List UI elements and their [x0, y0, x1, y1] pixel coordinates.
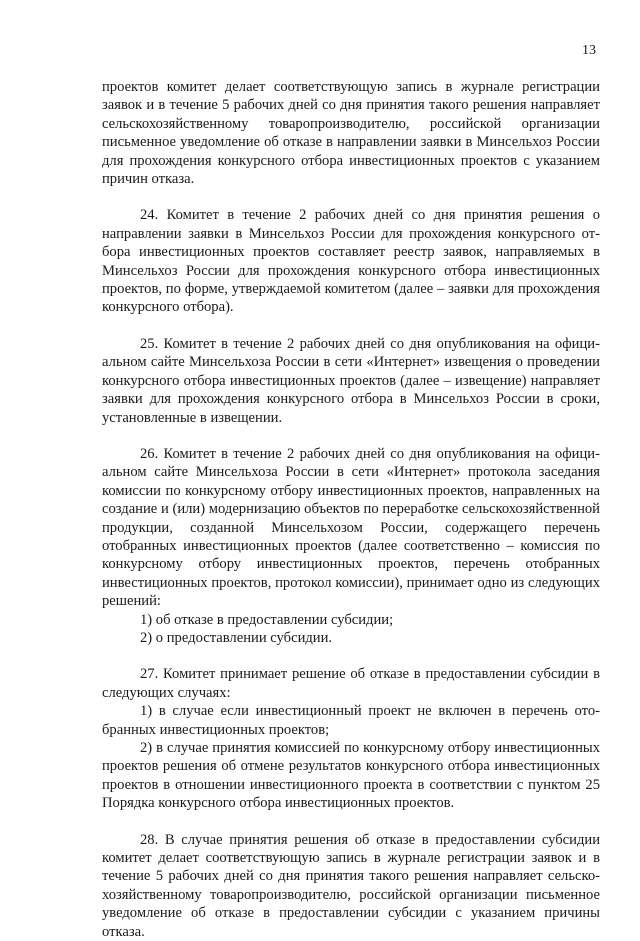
list-item: 2) в случае принятия комиссией по конкурсному отбору инвестиционных проектов решения об отмене результатов конкурсного отбора инвестиционных проектов в отношении инвестиционного проекта в соответствии с пунктом 25 Порядка конкурсного отбора инвестиционных проектов. [102, 740, 600, 812]
paragraph: 24. Комитет в течение 2 рабочих дней со дня принятия решения о направлении заявки в Минсельхоз России для прохождения конкурсного отбора инвестиционных проектов составляет реестр заявок, направляемых в Минсельхоз России для прохождения конкурсного отбора инвестиционных проектов, по форме, утверждаемой комитетом (далее – заявки для прохождения конкурсного отбора). [102, 207, 600, 316]
paragraph-gap [102, 188, 600, 206]
paragraph-gap [102, 317, 600, 335]
paragraph: проектов комитет делает соответствующую запись в журнале регистрации заявок и в течение 5 рабочих дней со дня принятия такого решения направляет сельскохозяйственному товаропроизводителю, российской организации письменное уведомление об отказе в направлении заявки в Минсельхоз России для прохождения конкурсного отбора инвестиционных проектов с указанием причин отказа. [102, 79, 600, 188]
paragraph-gap [102, 427, 600, 445]
list-item: 2) о предоставлении субсидии. [140, 629, 333, 646]
document-body [102, 78, 600, 941]
paragraph-gap [102, 647, 600, 665]
paragraph: 25. Комитет в течение 2 рабочих дней со дня опубликования на официальном сайте Минсельхоза России в сети «Интернет» извещения о проведении конкурсного отбора инвестиционных проектов (далее – извещение) направляет заявки для прохождения конкурсного отбора в Минсельхоз России в сроки, установленные в извещении. [102, 335, 600, 426]
list-item: 1) об отказе в предоставлении субсидии; [140, 611, 394, 628]
paragraph: 26. Комитет в течение 2 рабочих дней со дня опубликования на официальном сайте Минсельхоза России в сети «Интернет» протокола заседания комиссии по конкурсному отбору инвестиционных проектов, направленных на создание и (или) модернизацию объектов по переработке сельскохозяйственной продукции, созданной Минсельхозом России, содержащего перечень отобранных инвестиционных проектов (далее соответственно – комиссия по конкурсному отбору инвестиционных проектов, перечень отобранных инвестиционных проектов, протокол комиссии), принимает одно из следующих решений: [102, 445, 600, 610]
paragraph-gap [102, 813, 600, 831]
paragraph: 27. Комитет принимает решение об отказе в предоставлении субсидии в следующих случаях: [102, 666, 600, 701]
list-item: 1) в случае если инвестиционный проект не включен в перечень отобранных инвестиционных проектов; [102, 703, 600, 738]
page-number: 13 [582, 43, 596, 58]
paragraph: 28. В случае принятия решения об отказе в предоставлении субсидии комитет делает соответствующую запись в журнале регистрации заявок и в течение 5 рабочих дней со дня принятия такого решения направляет сельскохозяйственному товаропроизводителю, российской организации письменное уведомление об отказе в предоставлении субсидии с указанием причины отказа. [102, 831, 600, 940]
